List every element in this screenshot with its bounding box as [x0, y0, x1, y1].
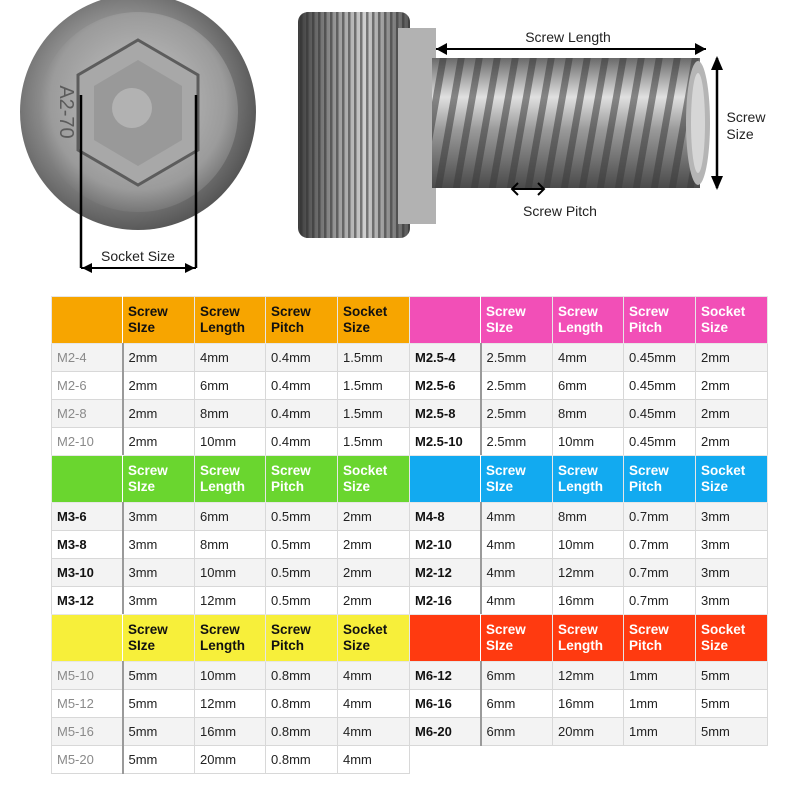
col-screw-length: Screw Length: [553, 297, 624, 344]
head-marking: A2-70: [55, 85, 77, 139]
model-cell: M2.5-6: [410, 372, 481, 400]
col-screw-length: Screw Length: [195, 615, 266, 662]
socket-head-photo: [0, 0, 275, 245]
size-cell: 2.5mm: [481, 428, 553, 456]
socket-cell: 2mm: [696, 372, 768, 400]
col-socket-size: Socket Size: [338, 456, 410, 503]
socket-cell: 2mm: [696, 344, 768, 372]
size-cell: 6mm: [481, 690, 553, 718]
table-row: [52, 372, 410, 400]
socket-cell: 4mm: [338, 746, 410, 774]
table-header-row: [52, 456, 410, 503]
header-corner: [52, 456, 123, 503]
size-cell: 2.5mm: [481, 372, 553, 400]
size-cell: 4mm: [481, 503, 553, 531]
length-cell: 20mm: [553, 718, 624, 746]
col-socket-size: Socket Size: [338, 615, 410, 662]
pitch-cell: 0.45mm: [624, 344, 696, 372]
size-cell: 2mm: [123, 372, 195, 400]
col-socket-size: Socket Size: [338, 297, 410, 344]
col-socket-size: Socket Size: [696, 456, 768, 503]
model-cell: M2-12: [410, 559, 481, 587]
size-cell: 6mm: [481, 718, 553, 746]
model-cell: M4-8: [410, 503, 481, 531]
spec-table-m2: [51, 296, 410, 456]
col-screw-pitch: Screw Pitch: [266, 615, 338, 662]
size-cell: 4mm: [481, 559, 553, 587]
col-screw-size: Screw SIze: [481, 297, 553, 344]
size-cell: 2mm: [123, 344, 195, 372]
model-cell: M2-8: [52, 400, 123, 428]
spec-table-m2-5: [409, 296, 768, 456]
header-corner: [52, 615, 123, 662]
length-cell: 10mm: [553, 531, 624, 559]
model-cell: M5-20: [52, 746, 123, 774]
model-cell: M6-20: [410, 718, 481, 746]
length-cell: 8mm: [195, 531, 266, 559]
table-row: [410, 400, 768, 428]
pitch-cell: 0.5mm: [266, 531, 338, 559]
size-cell: 4mm: [481, 531, 553, 559]
pitch-cell: 1mm: [624, 718, 696, 746]
pitch-cell: 0.8mm: [266, 718, 338, 746]
table-row: [410, 587, 768, 615]
model-cell: M3-6: [52, 503, 123, 531]
table-row: [410, 690, 768, 718]
table-row: [52, 662, 410, 690]
header-corner: [410, 456, 481, 503]
table-row: [410, 559, 768, 587]
socket-cell: 1.5mm: [338, 372, 410, 400]
col-screw-size: Screw SIze: [481, 456, 553, 503]
pitch-cell: 0.4mm: [266, 372, 338, 400]
table-row: [410, 662, 768, 690]
length-cell: 12mm: [553, 559, 624, 587]
spec-table-m6: [409, 614, 768, 746]
col-screw-size: Screw SIze: [123, 456, 195, 503]
size-cell: 5mm: [123, 746, 195, 774]
col-screw-size: Screw SIze: [123, 297, 195, 344]
header-corner: [410, 615, 481, 662]
size-cell: 3mm: [123, 503, 195, 531]
pitch-cell: 0.7mm: [624, 531, 696, 559]
length-cell: 10mm: [195, 428, 266, 456]
table-row: [52, 400, 410, 428]
size-cell: 5mm: [123, 662, 195, 690]
model-cell: M2.5-8: [410, 400, 481, 428]
socket-size-label: Socket Size: [101, 248, 175, 264]
length-cell: 4mm: [195, 344, 266, 372]
pitch-cell: 0.45mm: [624, 400, 696, 428]
table-row: [52, 559, 410, 587]
screw-side-photo: [298, 12, 710, 238]
size-cell: 2.5mm: [481, 400, 553, 428]
col-screw-length: Screw Length: [195, 297, 266, 344]
length-cell: 12mm: [553, 662, 624, 690]
table-header-row: [410, 615, 768, 662]
table-row: [410, 344, 768, 372]
model-cell: M5-10: [52, 662, 123, 690]
socket-cell: 5mm: [696, 690, 768, 718]
socket-cell: 1.5mm: [338, 344, 410, 372]
length-cell: 6mm: [553, 372, 624, 400]
col-socket-size: Socket Size: [696, 297, 768, 344]
table-row: [52, 503, 410, 531]
table-header-row: [410, 297, 768, 344]
socket-cell: 5mm: [696, 662, 768, 690]
length-cell: 16mm: [553, 587, 624, 615]
socket-cell: 2mm: [696, 400, 768, 428]
size-cell: 4mm: [481, 587, 553, 615]
socket-cell: 2mm: [338, 587, 410, 615]
size-cell: 5mm: [123, 690, 195, 718]
size-cell: 5mm: [123, 718, 195, 746]
table-row: [410, 372, 768, 400]
pitch-cell: 0.8mm: [266, 662, 338, 690]
length-cell: 6mm: [195, 503, 266, 531]
table-row: [52, 718, 410, 746]
pitch-cell: 1mm: [624, 690, 696, 718]
socket-cell: 3mm: [696, 531, 768, 559]
table-row: [410, 531, 768, 559]
col-screw-size: Screw SIze: [123, 615, 195, 662]
size-cell: 2mm: [123, 400, 195, 428]
size-cell: 3mm: [123, 559, 195, 587]
length-cell: 10mm: [553, 428, 624, 456]
col-screw-length: Screw Length: [195, 456, 266, 503]
pitch-cell: 1mm: [624, 662, 696, 690]
length-cell: 16mm: [195, 718, 266, 746]
model-cell: M3-12: [52, 587, 123, 615]
pitch-cell: 0.5mm: [266, 503, 338, 531]
table-row: [52, 428, 410, 456]
col-screw-length: Screw Length: [553, 615, 624, 662]
pitch-cell: 0.4mm: [266, 400, 338, 428]
pitch-cell: 0.5mm: [266, 559, 338, 587]
length-cell: 16mm: [553, 690, 624, 718]
socket-cell: 2mm: [338, 559, 410, 587]
socket-cell: 2mm: [696, 428, 768, 456]
table-row: [52, 746, 410, 774]
model-cell: M5-12: [52, 690, 123, 718]
screw-pitch-label: Screw Pitch: [523, 203, 597, 219]
socket-cell: 4mm: [338, 662, 410, 690]
col-screw-pitch: Screw Pitch: [624, 456, 696, 503]
spec-table-m4: [409, 455, 768, 615]
table-row: [410, 718, 768, 746]
model-cell: M2-10: [52, 428, 123, 456]
model-cell: M5-16: [52, 718, 123, 746]
length-cell: 8mm: [553, 503, 624, 531]
pitch-cell: 0.4mm: [266, 344, 338, 372]
length-cell: 12mm: [195, 690, 266, 718]
socket-cell: 3mm: [696, 559, 768, 587]
model-cell: M3-8: [52, 531, 123, 559]
header-corner: [410, 297, 481, 344]
model-cell: M3-10: [52, 559, 123, 587]
table-row: [52, 690, 410, 718]
screw-length-label: Screw Length: [525, 29, 611, 45]
size-cell: 2.5mm: [481, 344, 553, 372]
table-row: [410, 428, 768, 456]
pitch-cell: 0.5mm: [266, 587, 338, 615]
socket-cell: 2mm: [338, 531, 410, 559]
length-cell: 10mm: [195, 559, 266, 587]
screw-size-label-line2: Size: [726, 126, 754, 142]
model-cell: M6-12: [410, 662, 481, 690]
model-cell: M2.5-4: [410, 344, 481, 372]
length-cell: 4mm: [553, 344, 624, 372]
col-screw-pitch: Screw Pitch: [624, 615, 696, 662]
pitch-cell: 0.4mm: [266, 428, 338, 456]
pitch-cell: 0.8mm: [266, 746, 338, 774]
size-cell: 6mm: [481, 662, 553, 690]
col-screw-pitch: Screw Pitch: [266, 456, 338, 503]
pitch-cell: 0.7mm: [624, 503, 696, 531]
socket-cell: 1.5mm: [338, 400, 410, 428]
table-row: [410, 503, 768, 531]
header-corner: [52, 297, 123, 344]
length-cell: 12mm: [195, 587, 266, 615]
table-header-row: [52, 615, 410, 662]
pitch-cell: 0.7mm: [624, 559, 696, 587]
socket-cell: 5mm: [696, 718, 768, 746]
table-row: [52, 344, 410, 372]
spec-table-m5: [51, 614, 410, 774]
model-cell: M2.5-10: [410, 428, 481, 456]
socket-cell: 4mm: [338, 718, 410, 746]
col-screw-pitch: Screw Pitch: [266, 297, 338, 344]
table-header-row: [52, 297, 410, 344]
pitch-cell: 0.45mm: [624, 428, 696, 456]
screw-size-label-line1: Screw: [726, 109, 766, 125]
length-cell: 20mm: [195, 746, 266, 774]
model-cell: M2-4: [52, 344, 123, 372]
model-cell: M6-16: [410, 690, 481, 718]
spec-table-m3: [51, 455, 410, 615]
size-cell: 3mm: [123, 531, 195, 559]
model-cell: M2-16: [410, 587, 481, 615]
length-cell: 10mm: [195, 662, 266, 690]
model-cell: M2-6: [52, 372, 123, 400]
screw-illustration: [0, 0, 800, 290]
socket-cell: 1.5mm: [338, 428, 410, 456]
table-row: [52, 587, 410, 615]
size-cell: 3mm: [123, 587, 195, 615]
table-row: [52, 531, 410, 559]
length-cell: 8mm: [553, 400, 624, 428]
socket-cell: 3mm: [696, 587, 768, 615]
socket-cell: 4mm: [338, 690, 410, 718]
socket-cell: 2mm: [338, 503, 410, 531]
pitch-cell: 0.45mm: [624, 372, 696, 400]
col-screw-length: Screw Length: [553, 456, 624, 503]
model-cell: M2-10: [410, 531, 481, 559]
col-screw-pitch: Screw Pitch: [624, 297, 696, 344]
pitch-cell: 0.7mm: [624, 587, 696, 615]
length-cell: 8mm: [195, 400, 266, 428]
col-socket-size: Socket Size: [696, 615, 768, 662]
screw-size-dimension: [711, 56, 723, 190]
pitch-cell: 0.8mm: [266, 690, 338, 718]
size-cell: 2mm: [123, 428, 195, 456]
col-screw-size: Screw SIze: [481, 615, 553, 662]
table-header-row: [410, 456, 768, 503]
length-cell: 6mm: [195, 372, 266, 400]
socket-cell: 3mm: [696, 503, 768, 531]
